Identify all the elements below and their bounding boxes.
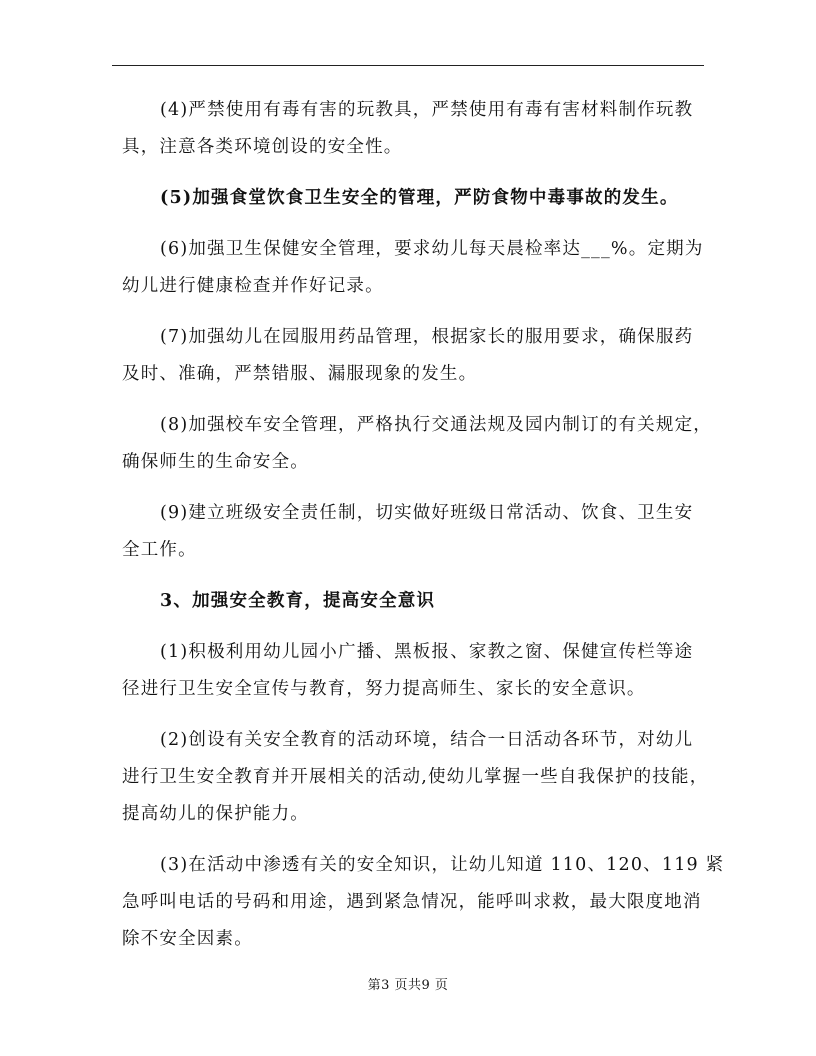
paragraph-p9 <box>122 495 708 569</box>
header-rule <box>112 65 704 66</box>
paragraph-s2 <box>122 722 708 833</box>
paragraph-line: (1)积极利用幼儿园小广播、黑板报、家教之窗、保健宣传栏等途 <box>160 642 694 662</box>
paragraph-line: 确保师生的生命安全。 <box>122 452 309 472</box>
paragraph-p6 <box>122 231 708 305</box>
paragraph-line: (2)创设有关安全教育的活动环境，结合一日活动各环节，对幼儿 <box>160 730 694 750</box>
paragraph-p7 <box>122 319 708 393</box>
paragraph-line: (3)在活动中渗透有关的安全知识，让幼儿知道 110、120、119 紧 <box>160 855 725 875</box>
paragraph-s3 <box>122 847 725 958</box>
paragraph-p5 <box>122 180 708 217</box>
paragraph-line: 急呼叫电话的号码和用途，遇到紧急情况，能呼叫求救，最大限度地消 <box>122 892 702 912</box>
paragraph-line: (4)严禁使用有毒有害的玩教具，严禁使用有毒有害材料制作玩教 <box>160 100 694 120</box>
paragraph-p8 <box>122 407 712 481</box>
paragraph-line: 径进行卫生安全宣传与教育，努力提高师生、家长的安全意识。 <box>122 679 646 699</box>
document-body <box>122 92 725 972</box>
paragraph-line: 全工作。 <box>122 540 197 560</box>
paragraph-line: 进行卫生安全教育并开展相关的活动,使幼儿掌握一些自我保护的技能， <box>122 767 709 787</box>
paragraph-line: (9)建立班级安全责任制，切实做好班级日常活动、饮食、卫生安 <box>160 503 694 523</box>
paragraph-line: 幼儿进行健康检查并作好记录。 <box>122 276 384 296</box>
section-heading: 3、加强安全教育，提高安全意识 <box>160 591 436 611</box>
paragraph-p4 <box>122 92 708 166</box>
paragraph-line: 具，注意各类环境创设的安全性。 <box>122 137 403 157</box>
page-footer: 第3 页共9 页 <box>367 978 449 993</box>
paragraph-line: 除不安全因素。 <box>122 929 253 949</box>
paragraph-line: (6)加强卫生保健安全管理，要求幼儿每天晨检率达___%。定期为 <box>160 239 704 259</box>
paragraph-s1 <box>122 634 708 708</box>
paragraph-line: (5)加强食堂饮食卫生安全的管理，严防食物中毒事故的发生。 <box>160 188 679 208</box>
paragraph-line: (7)加强幼儿在园服用药品管理，根据家长的服用要求，确保服药 <box>160 327 694 347</box>
paragraph-line: (8)加强校车安全管理，严格执行交通法规及园内制订的有关规定， <box>160 415 712 435</box>
paragraph-line: 及时、准确，严禁错服、漏服现象的发生。 <box>122 364 478 384</box>
paragraph-line: 提高幼儿的保护能力。 <box>122 804 309 824</box>
